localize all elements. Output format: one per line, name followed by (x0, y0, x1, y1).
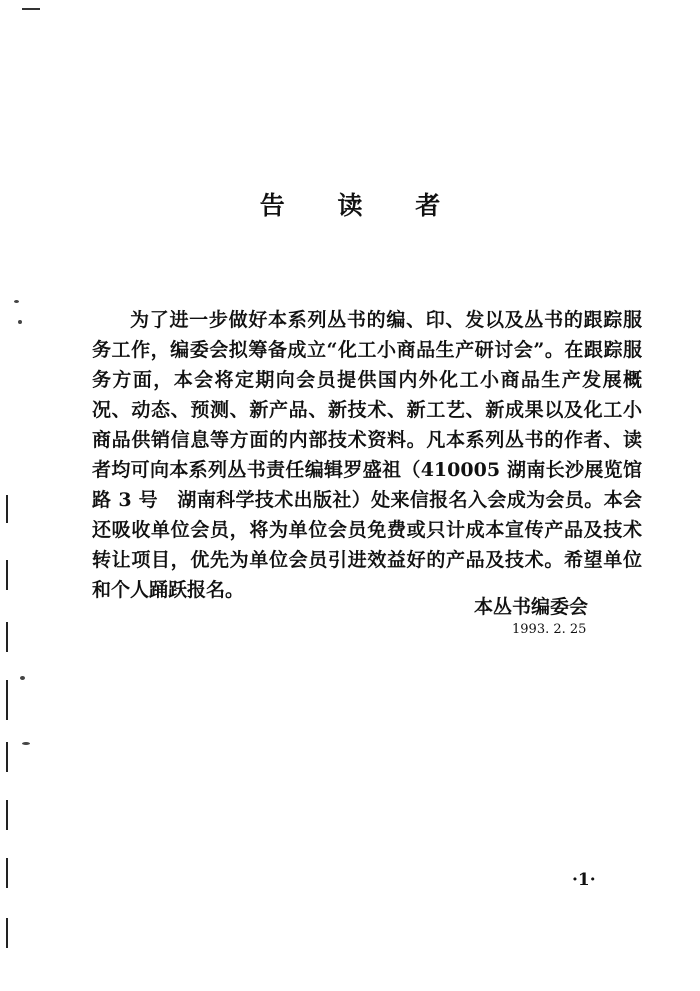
scan-edge-line (6, 680, 8, 720)
notice-date: 1993. 2. 25 (512, 622, 587, 637)
scan-speck (18, 320, 22, 324)
scan-speck (22, 742, 30, 745)
scan-edge-line (6, 800, 8, 830)
scan-edge-line (6, 495, 8, 523)
notice-title: 告 读 者 (259, 191, 463, 220)
scan-edge-line (6, 560, 8, 590)
scan-edge-line (6, 742, 8, 772)
scan-edge-line (6, 918, 8, 948)
page-number: ·1· (572, 870, 596, 890)
scan-mark (22, 8, 40, 10)
scan-edge-line (6, 858, 8, 888)
scan-edge-line (6, 622, 8, 652)
signature: 本丛书编委会 (474, 596, 589, 618)
scan-speck (20, 676, 25, 680)
scan-speck (14, 300, 19, 303)
notice-body: 为了进一步做好本系列丛书的编、印、发以及丛书的跟踪服务工作，编委会拟筹备成立“化工小商品生产研讨会”。在跟踪服务方面，本会将定期向会员提供国内外化工小商品生产发展概况、动态、预测、新产品、新技术、新工艺、新成果以及化工小商品供销信息等方面的内部技术资料。凡本系列丛书的作者、读者均可向本系列丛书责任编辑罗盛祖（410005 湖南长沙展览馆路 3 号 湖南科学技术出版社）处来信报名入会成为会员。本会还吸收单位会员，将为单位会员免费或只计成本宣传产品及技术转让项目，优先为单位会员引进效益好的产品及技术。希望单位和个人踊跃报名。 (92, 309, 642, 601)
